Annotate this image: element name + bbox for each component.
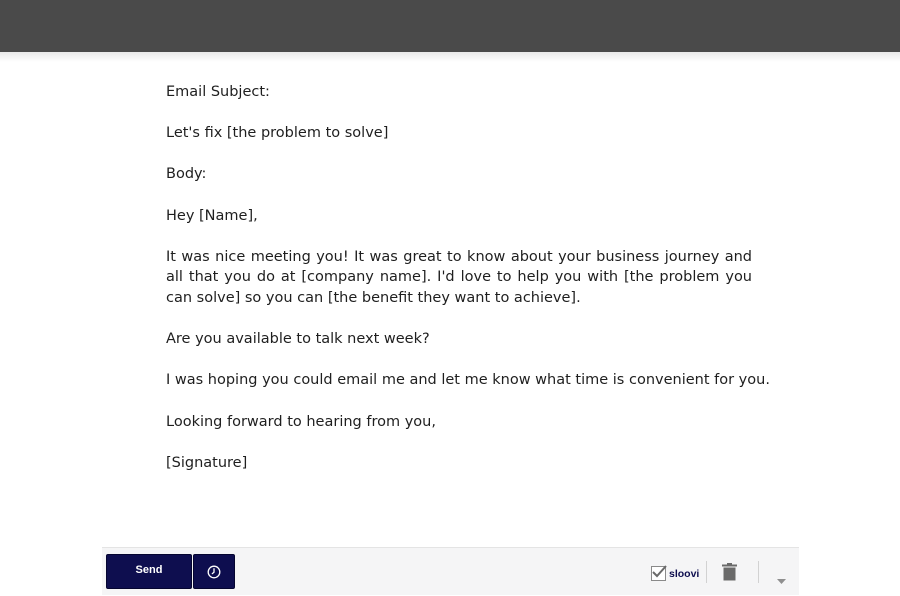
- toolbar-divider: [758, 561, 759, 583]
- schedule-send-button[interactable]: [193, 554, 235, 589]
- subject-text: Let's fix [the problem to solve]: [166, 125, 389, 142]
- body-label: Body:: [166, 166, 207, 183]
- greeting: Hey [Name],: [166, 207, 258, 224]
- sloovi-toggle[interactable]: [651, 566, 699, 581]
- email-compose-body[interactable]: [166, 82, 770, 494]
- toolbar-divider: [706, 561, 707, 583]
- sloovi-label: sloovi: [669, 567, 700, 580]
- body-paragraph-3: I was hoping you could email me and let me know what time is convenient for you.: [166, 372, 770, 389]
- trash-icon: [722, 563, 737, 581]
- more-options-button[interactable]: [777, 569, 786, 588]
- closing-line: Looking forward to hearing from you,: [166, 413, 436, 430]
- body-paragraph-1: It was nice meeting you! It was great to know about your business journey and all that you do at [company name]. I'd love to help you with [the problem you can solve] so you can [the benefit they want to achieve].: [166, 248, 752, 306]
- checkmark-icon: [651, 564, 668, 579]
- signature-placeholder: [Signature]: [166, 454, 248, 471]
- top-bar-shadow: [0, 52, 900, 62]
- clock-icon: [207, 565, 221, 579]
- delete-button[interactable]: [722, 563, 737, 585]
- sloovi-checkbox[interactable]: [651, 566, 666, 581]
- top-bar: [0, 0, 900, 52]
- send-button[interactable]: Send: [106, 554, 192, 589]
- compose-footer-toolbar: [102, 547, 799, 595]
- subject-label: Email Subject:: [166, 84, 270, 100]
- caret-down-icon: [777, 579, 786, 584]
- body-paragraph-2: Are you available to talk next week?: [166, 331, 430, 348]
